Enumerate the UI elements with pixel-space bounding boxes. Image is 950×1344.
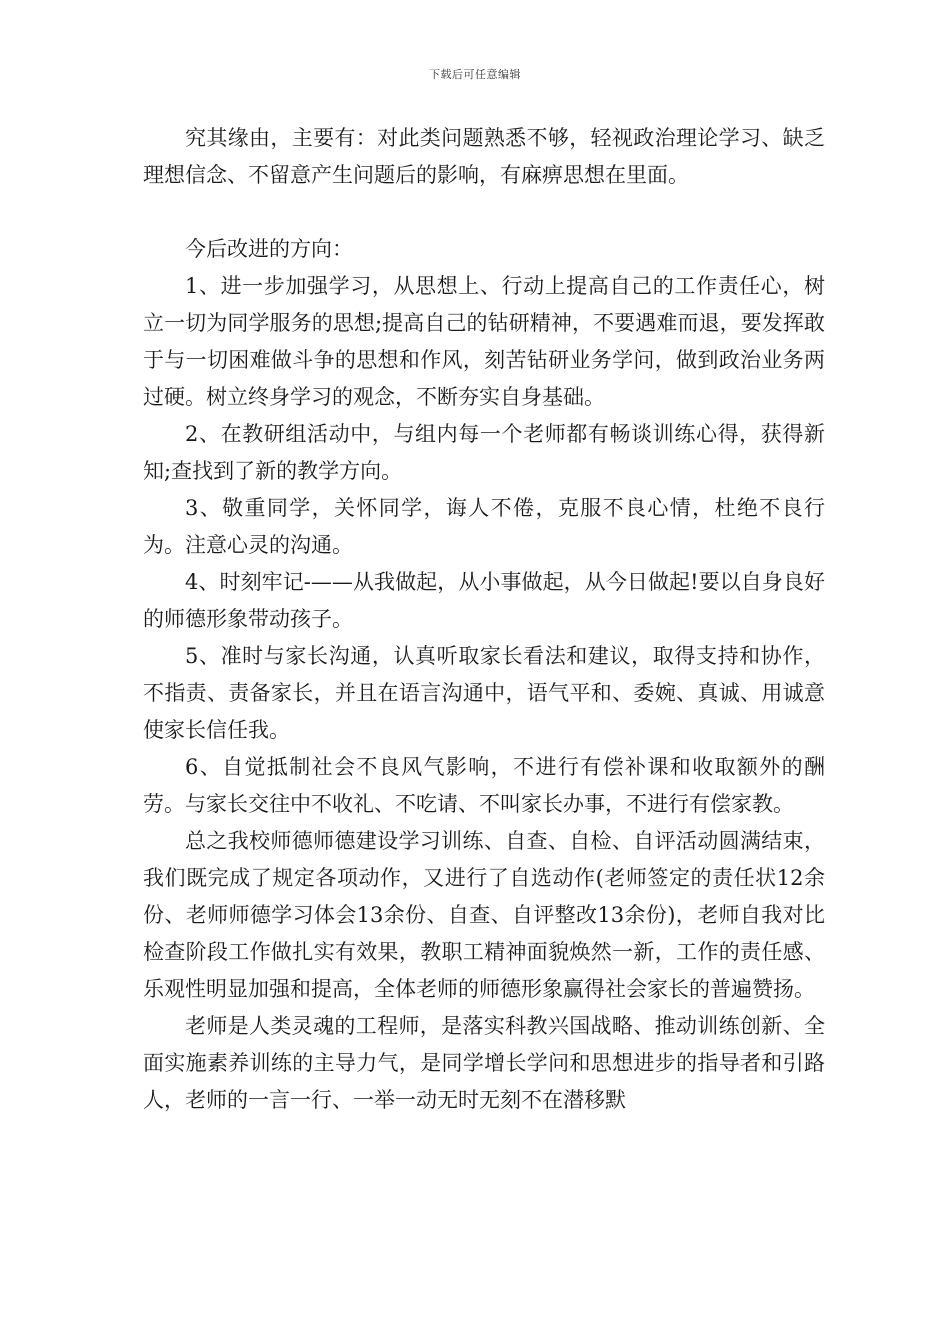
paragraph-item-3: 3、敬重同学，关怀同学，诲人不倦，克服不良心情，杜绝不良行为。注意心灵的沟通。 [143,496,825,557]
blank-line [143,194,825,231]
paragraph-item-5: 5、准时与家长沟通，认真听取家长看法和建议，取得支持和协作，不指责、责备家长，并且在语言沟通中，语气平和、委婉、真诚、用诚意使家长信任我。 [143,644,825,742]
paragraph-teacher-role: 老师是人类灵魂的工程师，是落实科教兴国战略、推动训练创新、全面实施素养训练的主导力气，是同学增长学问和思想进步的指导者和引路人，老师的一言一行、一举一动无时无刻不在潜移默 [143,1014,825,1112]
paragraph-item-4: 4、时刻牢记-——从我做起，从小事做起，从今日做起!要以自身良好的师德形象带动孩子。 [143,570,825,631]
page-header: 下载后可任意编辑 [429,68,521,81]
paragraph-summary: 总之我校师德师德建设学习训练、自查、自检、自评活动圆满结束，我们既完成了规定各项动作，又进行了自选动作(老师签定的责任状12余份、老师师德学习体会13余份、自查、自评整改13余份)，老师自我对比检查阶段工作做扎实有效果，教职工精神面貌焕然一新，工作的责任感、乐观性明显加强和提高，全体老师的师德形象赢得社会家长的普遍赞扬。 [143,829,825,1001]
paragraph-improvement-heading: 今后改进的方向： [185,237,353,261]
document-body [143,120,825,1119]
paragraph-item-1: 1、进一步加强学习，从思想上、行动上提高自己的工作责任心，树立一切为同学服务的思想;提高自己的钻研精神，不要遇难而退，要发挥敢于与一切困难做斗争的思想和作风，刻苦钻研业务学问，做到政治业务两过硬。树立终身学习的观念，不断夯实自身基础。 [143,274,825,409]
paragraph-item-2: 2、在教研组活动中，与组内每一个老师都有畅谈训练心得，获得新知;查找到了新的教学方向。 [143,422,825,483]
paragraph-item-6: 6、自觉抵制社会不良风气影响，不进行有偿补课和收取额外的酬劳。与家长交往中不收礼、不吃请、不叫家长办事，不进行有偿家教。 [143,755,825,816]
paragraph-cause: 究其缘由，主要有：对此类问题熟悉不够，轻视政治理论学习、缺乏理想信念、不留意产生问题后的影响，有麻痹思想在里面。 [143,126,825,187]
